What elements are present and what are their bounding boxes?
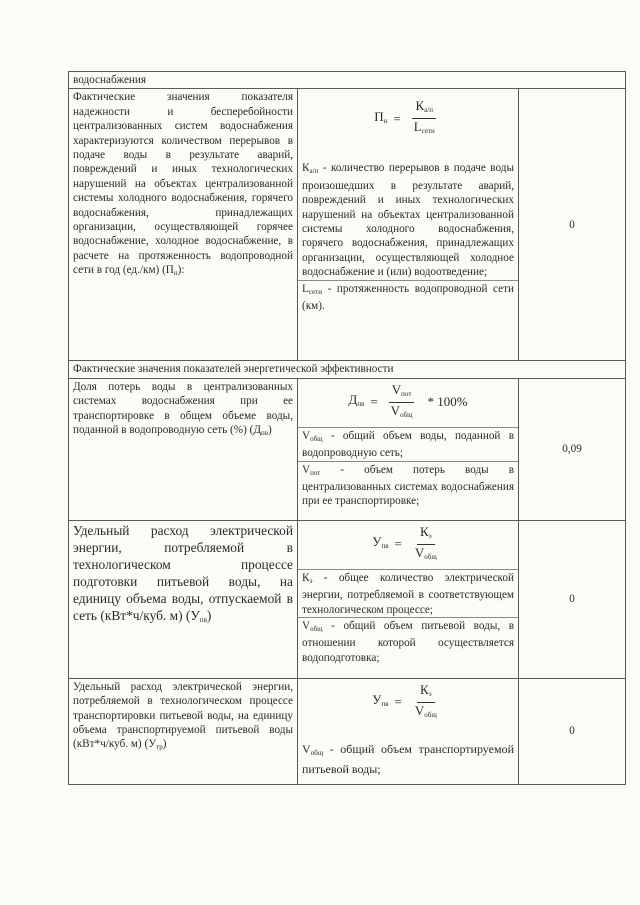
symbol-subscript: н xyxy=(173,269,178,278)
indicator-row-water-loss xyxy=(69,378,626,520)
indicator-row-energy-transport xyxy=(69,678,626,784)
formula-fraction xyxy=(412,682,440,723)
denominator-sub: общ xyxy=(424,710,437,719)
denominator-symbol: V xyxy=(414,702,425,718)
numerator-symbol: К xyxy=(419,523,429,539)
indicator-formula-cell xyxy=(298,89,519,361)
equals-sign: = xyxy=(394,694,402,710)
formula-lhs xyxy=(348,393,364,411)
indicator-value: 0 xyxy=(519,89,626,361)
description-text: Фактические значения показателя надежности и бесперебойности централизованных систем водоснабжения характеризуются количеством перерывов в подаче воды в результате аварий, повреждений и иных технологических нарушений на объектах централизованной системы холодного водоснабжения, горячего водоснабжения, принадлежащих организации, осуществляющей горячее водоснабжение, холодное водоснабжение, в расчете на протяженность водопроводной сети в год (ед./км) ( xyxy=(73,91,293,277)
indicator-value: 0 xyxy=(519,520,626,678)
section-row-water-supply xyxy=(69,72,626,89)
symbol-subscript: тр xyxy=(156,743,163,752)
def-text: - общий объем воды, поданной в водопроводную сеть; xyxy=(302,429,514,460)
indicator-description xyxy=(69,378,298,520)
def-sub: общ xyxy=(310,625,323,634)
formula-lhs-symbol: Д xyxy=(348,392,358,408)
def-text: - протяженность водопроводной сети (км). xyxy=(302,282,514,313)
def-symbol: V xyxy=(302,463,311,476)
definition-1 xyxy=(298,569,518,617)
numerator-sub: э xyxy=(428,689,432,698)
def-symbol: К xyxy=(302,162,310,175)
formula-fraction xyxy=(388,382,416,423)
def-sub: пот xyxy=(310,468,321,477)
def-text: - объем потерь воды в централизованных системах водоснабжения при ее транспортировке; xyxy=(302,463,514,508)
denominator-symbol: L xyxy=(413,119,422,135)
formula-numerator xyxy=(389,382,415,403)
definition-2 xyxy=(298,617,518,665)
def-sub: э xyxy=(309,576,313,585)
symbol-subscript: пв xyxy=(260,429,269,438)
formula-lhs-sub: пв xyxy=(357,400,365,409)
def-text: - количество перерывов в подаче воды произошедших в результате аварий, повреждений и иных технологических нарушений на объектах централизованной системы холодного водоснабжения, горячего водоснабжения, принадлежащих организации, осуществляющей холодное водоснабжение и (или) водоотведение; xyxy=(302,162,514,279)
def-text: - общий объем питьевой воды, в отношении которой осуществляется водоподготовка; xyxy=(302,620,514,664)
denominator-symbol: V xyxy=(390,402,401,418)
formula xyxy=(302,682,514,723)
def-symbol: V xyxy=(302,741,311,756)
formula-denominator xyxy=(412,703,440,723)
formula xyxy=(302,382,514,423)
def-symbol: V xyxy=(302,620,311,633)
indicator-formula-cell xyxy=(298,678,519,784)
section-heading: водоснабжения xyxy=(69,72,626,89)
indicators-table xyxy=(68,71,626,785)
def-sub: общ xyxy=(310,748,324,757)
description-end: ) xyxy=(162,738,167,751)
denominator-sub: сети xyxy=(421,127,435,136)
indicator-description xyxy=(69,520,298,678)
symbol: П xyxy=(165,264,174,277)
indicator-row-energy-preparation xyxy=(69,520,626,678)
formula xyxy=(302,524,514,565)
numerator-symbol: V xyxy=(391,381,402,397)
description-text: Удельный расход электрической энергии, потребляемой в технологическом процессе транспортировки питьевой воды, на единицу объема транспортируемой питьевой воды (кВт*ч/куб. м) ( xyxy=(73,680,293,751)
formula-lhs xyxy=(372,693,388,711)
equals-sign: = xyxy=(393,110,401,126)
numerator-sub: э xyxy=(428,531,432,540)
def-symbol: L xyxy=(302,282,309,295)
section-row-energy-efficiency xyxy=(69,361,626,378)
def-sub: общ xyxy=(310,434,323,443)
def-text: - общий объем транспортируемой питьевой воды; xyxy=(302,741,514,776)
formula-lhs-symbol: У xyxy=(372,534,382,550)
denominator-symbol: V xyxy=(414,544,425,560)
formula xyxy=(302,98,514,139)
symbol: У xyxy=(190,607,200,623)
description-text: Удельный расход электрической энергии, потребляемой в технологическом процессе подготовки питьевой воды, на единицу объема воды, отпускаемой в сеть (кВт*ч/куб. м) ( xyxy=(73,522,293,623)
formula-denominator xyxy=(411,119,438,139)
formula-fraction xyxy=(412,524,440,565)
def-text: - общее количество электрической энергии, потребляемой в соответствующем технологическом процессе; xyxy=(302,571,514,616)
symbol: Д xyxy=(253,424,261,437)
indicator-description xyxy=(69,678,298,784)
description-end: ) xyxy=(206,607,212,623)
formula-lhs xyxy=(372,535,388,553)
indicator-value: 0,09 xyxy=(519,378,626,520)
symbol: У xyxy=(148,738,157,751)
numerator-symbol: К xyxy=(419,681,429,697)
section-heading: Фактические значения показателей энергетической эффективности xyxy=(69,361,626,378)
indicator-formula-cell xyxy=(298,520,519,678)
definition-2 xyxy=(298,280,518,314)
formula-denominator xyxy=(412,545,440,565)
formula-tail: * 100% xyxy=(427,394,468,410)
denominator-sub: общ xyxy=(400,410,413,419)
indicator-value: 0 xyxy=(519,678,626,784)
indicator-description xyxy=(69,89,298,361)
indicator-row-reliability xyxy=(69,89,626,361)
equals-sign: = xyxy=(370,394,378,410)
formula-lhs-sub: н xyxy=(383,116,388,125)
definition-1 xyxy=(298,427,518,461)
formula-lhs xyxy=(374,110,387,128)
definition-2 xyxy=(298,461,518,509)
indicator-formula-cell xyxy=(298,378,519,520)
formula-lhs-sub: пв xyxy=(381,700,389,709)
numerator-sub: пот xyxy=(401,389,412,398)
equals-sign: = xyxy=(394,536,402,552)
formula-fraction xyxy=(411,98,438,139)
formula-lhs-symbol: У xyxy=(372,692,382,708)
formula-numerator xyxy=(412,98,435,119)
def-symbol: V xyxy=(302,429,311,442)
denominator-sub: общ xyxy=(424,552,437,561)
formula-numerator xyxy=(417,682,435,703)
numerator-symbol: К xyxy=(415,98,425,114)
def-sub: сети xyxy=(308,287,322,296)
def-symbol: К xyxy=(302,571,310,584)
formula-lhs-symbol: П xyxy=(374,108,384,124)
description-text: Доля потерь воды в централизованных системах водоснабжения при ее транспортировке в общем объеме воды, поданной в водопроводную сеть (%) ( xyxy=(73,380,293,437)
formula-lhs-sub: пв xyxy=(381,542,389,551)
def-sub: а/п xyxy=(309,167,319,176)
definition-1 xyxy=(302,161,514,279)
numerator-sub: а/п xyxy=(424,106,433,115)
formula-numerator xyxy=(417,524,435,545)
description-end: ) xyxy=(268,424,272,437)
definition-1 xyxy=(302,741,514,777)
description-end: ): xyxy=(177,264,185,277)
formula-denominator xyxy=(388,403,416,423)
symbol-subscript: пв xyxy=(199,615,207,624)
